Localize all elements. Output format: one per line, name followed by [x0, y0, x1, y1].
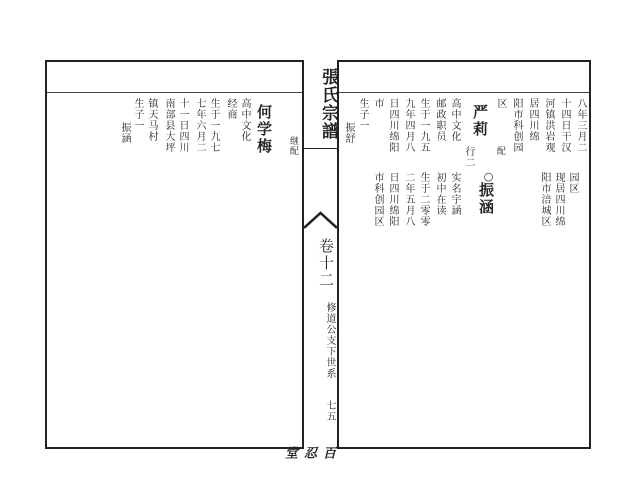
bio-line: 实名宇涵	[449, 172, 460, 216]
bio-line: 南部县大坪	[163, 98, 174, 153]
spine-divider	[304, 148, 337, 149]
bio-line: 市科创园区	[372, 172, 383, 227]
bio-line: 日四川绵阳	[387, 172, 398, 227]
children-label: 生子一	[132, 98, 143, 131]
rank-label: 行二	[463, 146, 474, 168]
bio-line: 生于二零零	[418, 172, 429, 227]
bio-line: 生于一九七	[208, 98, 219, 153]
relation-label: 配	[495, 146, 505, 156]
chevron-ornament-icon	[304, 210, 337, 230]
bio-line: 区	[495, 98, 506, 109]
bio-line: 九年四月八	[403, 98, 414, 153]
bio-line: 生于一九五	[418, 98, 429, 153]
lineage-subtitle: 修道公支下世系	[324, 302, 335, 379]
marker-icon: ○	[482, 170, 495, 184]
person-name: 何学梅	[255, 104, 273, 155]
residence-line: 园区	[567, 172, 578, 194]
genealogy-title: 張氏宗譜	[318, 68, 338, 140]
bio-line: 经商	[225, 98, 236, 120]
child-name: 振舒	[343, 122, 354, 144]
residence-line: 现居四川绵	[553, 172, 564, 227]
volume-label: 卷十二	[317, 238, 335, 289]
bio-line: 七年六月二	[194, 98, 205, 153]
bio-line: 八年三月二	[575, 98, 586, 153]
residence-line: 阳市涪城区	[539, 172, 550, 227]
bio-line: 邮政职员	[434, 98, 445, 142]
bio-line: 市	[372, 98, 383, 109]
bio-line: 镇天马村	[146, 98, 157, 142]
child-name: 振涵	[119, 122, 130, 144]
bio-line: 初中在读	[434, 172, 445, 216]
bio-line: 河镇洪岩观	[543, 98, 554, 153]
bio-line: 二年五月八	[403, 172, 414, 227]
bio-line: 居四川绵	[527, 98, 538, 142]
page-number: 七五	[324, 400, 335, 422]
bio-line: 十一日四川	[177, 98, 188, 153]
relation-label: 继配	[288, 136, 298, 156]
hall-name: 百忍堂	[282, 446, 335, 462]
person-name: 严莉	[471, 104, 489, 138]
bio-line: 阳市科创园	[511, 98, 522, 153]
bio-line: 十四日干汉	[559, 98, 570, 153]
bio-line: 高中文化	[239, 98, 250, 142]
children-label: 生子一	[357, 98, 368, 131]
bio-line: 高中文化	[449, 98, 460, 142]
bio-line: 日四川绵阳	[387, 98, 398, 153]
person-name: 振涵	[477, 182, 495, 216]
